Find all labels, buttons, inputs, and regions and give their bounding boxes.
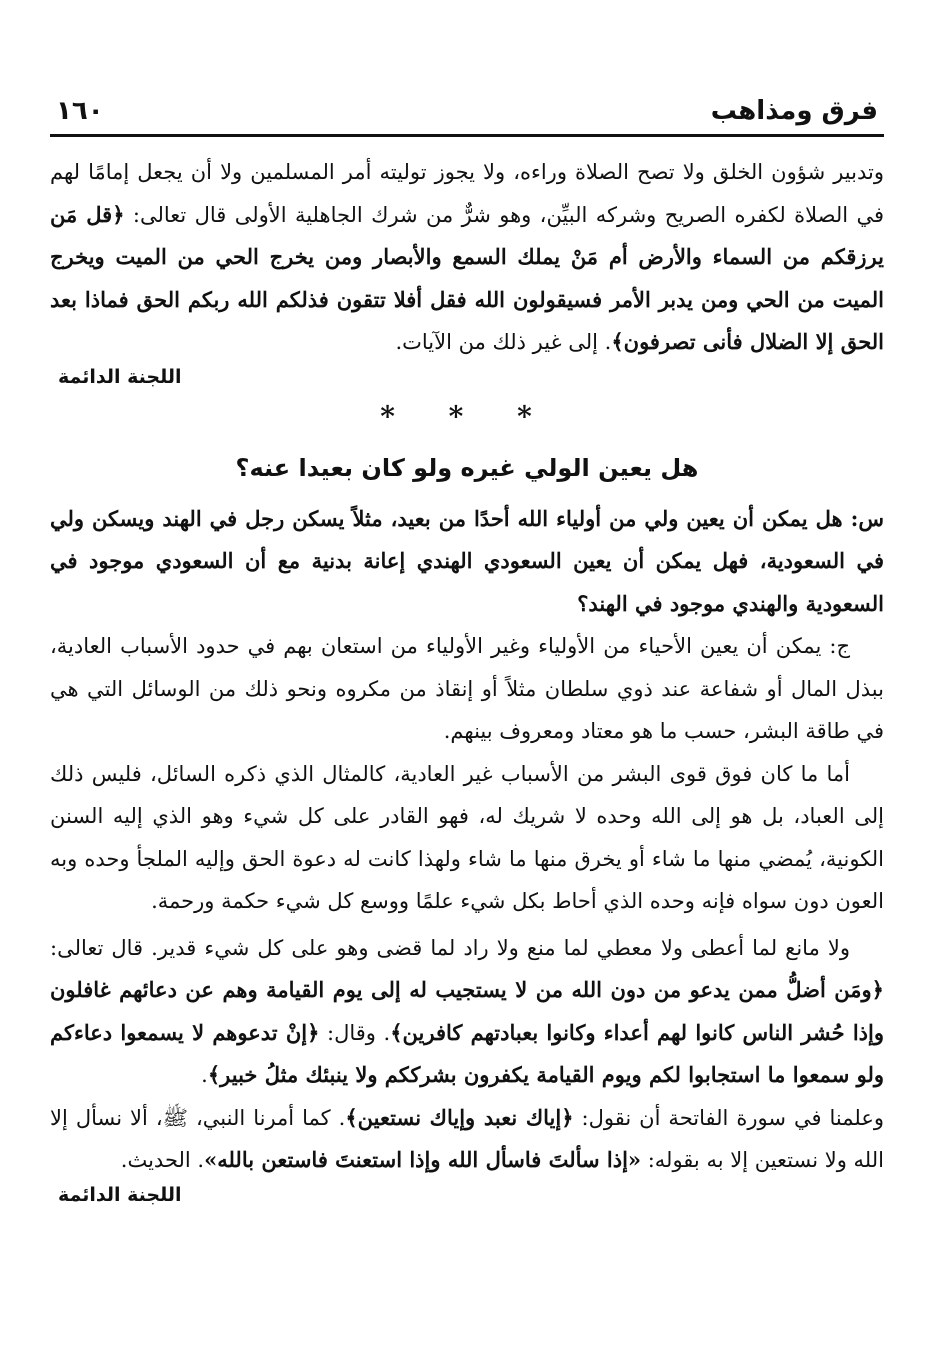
quran-verse: ﴿ومَن أضلُّ ممن يدعو من دون الله من لا يستجيب له إلى يوم القيامة وهم عن دعائهم غافلون وإذا حُشر الناس كانوا لهم أعداء وكانوا بعبادتهم كافرين﴾ [50, 977, 884, 1045]
page-number: ١٦٠ [56, 96, 104, 126]
paragraph-text: . وقال: [319, 1020, 391, 1045]
running-title: فرق ومذاهب [710, 96, 878, 126]
answer-paragraph [50, 1097, 884, 1182]
section-title: هل يعين الولي غيره ولو كان بعيدا عنه؟ [235, 453, 699, 482]
paragraph-text: . إلى غير ذلك من الآيات. [395, 330, 612, 354]
quran-verse: ﴿إنْ تدعوهم لا يسمعوا دعاءكم ولو سمعوا ما استجابوا لكم ويوم القيامة يكفرون بشرككم ولا ينبئك مثلُ خبير﴾ [50, 1019, 884, 1087]
question-paragraph: س: هل يمكن أن يعين ولي من أولياء الله أحدًا من بعيد، مثلاً يسكن رجل في الهند ويسكن ولي في السعودية، فهل يمكن أن يعين السعودي الهندي إعانة بدنية مع أن السعودي موجود في السعودية والهندي موجود في الهند؟ [50, 505, 884, 616]
signature-committee: اللجنة الدائمة [58, 365, 182, 388]
paragraph-text: . الحديث. [120, 1148, 205, 1172]
signature-committee: اللجنة الدائمة [58, 1183, 182, 1206]
hadith-quote: «إذا سألتَ فاسأل الله وإذا استعنتَ فاستعن بالله» [204, 1147, 642, 1172]
paragraph-text: ولا مانع لما أعطى ولا معطي لما منع ولا راد لما قضى وهو على كل شيء قدير. قال تعالى: [50, 935, 850, 960]
answer-paragraph: أما ما كان فوق قوى البشر من الأسباب غير العادية، كالمثال الذي ذكره السائل، فليس ذلك إلى العباد، بل هو إلى الله وحده لا شريك له، فهو القادر على كل شيء وهو الذي إليه السنن الكونية، يُمضي منها ما شاء أو يخرق منها ما شاء ولهذا كانت له دعوة الحق وإليه الملجأ وحده وبه العون دون سواه فإنه وحده الذي أحاط بكل شيء علمًا ووسع كل شيء حكمة ورحمة. [50, 761, 884, 913]
section-separator: * * * [380, 399, 554, 433]
answer-paragraph [50, 927, 884, 1097]
page-header [50, 92, 884, 126]
answer-paragraph: ج: يمكن أن يعين الأحياء من الأولياء وغير الأولياء من استعان بهم في حدود الأسباب العادية، ببذل المال أو شفاعة عند ذوي سلطان مثلاً أو إنقاذ من مكروه ونحو ذلك من الوسائل التي هي في طاقة البشر، حسب ما هو معتاد ومعروف بينهم. [50, 634, 884, 743]
paragraph-continuation [50, 151, 884, 364]
paragraph-text: وعلمنا في سورة الفاتحة أن نقول: [573, 1105, 884, 1130]
paragraph-text: . كما أمرنا النبي، ﷺ، ألا نسأل إلا الله ولا نستعين إلا به بقوله: [50, 1105, 884, 1172]
paragraph-text: . [201, 1063, 208, 1087]
quran-verse: ﴿إياك نعبد وإياك نستعين﴾ [345, 1104, 574, 1130]
header-rule [50, 134, 884, 137]
quran-verse: ﴿قل مَن يرزقكم من السماء والأرض أم مَنْ يملك السمع والأبصار ومن يخرج الحي من الميت ويخرج الميت من الحي ومن يدبر الأمر فسيقولون الله فقل أفلا تتقون فذلكم الله ربكم الحق فماذا بعد الحق إلا الضلال فأنى تصرفون﴾ [50, 201, 884, 354]
paragraph-text: وتدبير شؤون الخلق ولا تصح الصلاة وراءه، ولا يجوز توليته أمر المسلمين ولا أن يجعل إمامًا لهم في الصلاة لكفره الصريح وشركه البيِّن، وهو شرٌّ من شرك الجاهلية الأولى قال تعالى: [50, 160, 885, 227]
